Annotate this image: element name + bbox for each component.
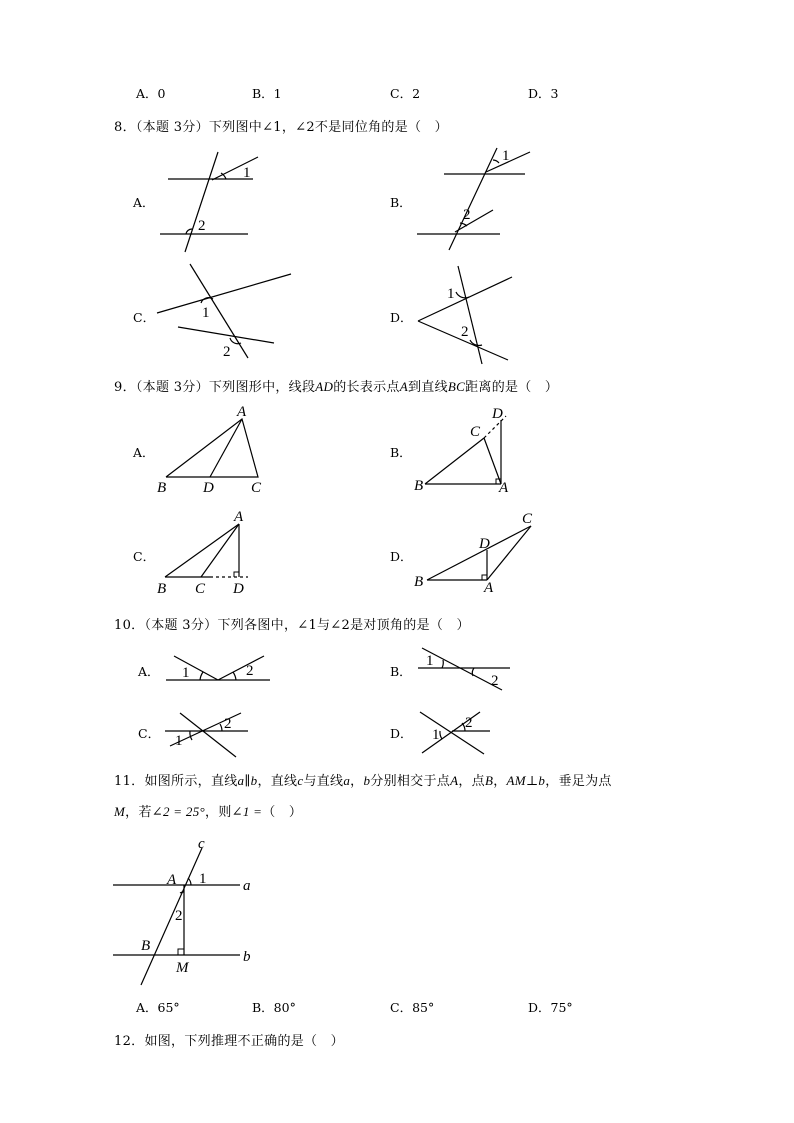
q11-text: ， <box>350 774 364 789</box>
q10-figure-d <box>420 712 490 754</box>
q7-option-d[interactable]: D．3 <box>528 86 559 101</box>
point-c: C <box>470 424 481 440</box>
q11-option-d[interactable]: D．75° <box>528 1000 573 1015</box>
line-bc <box>427 526 531 580</box>
q10-figure-b <box>418 648 510 690</box>
point-b: B <box>157 480 167 496</box>
ray <box>218 656 264 680</box>
q10-option-a-label[interactable]: A． <box>138 664 160 679</box>
q10-option-b-label[interactable]: B． <box>390 664 412 679</box>
q7-option-a[interactable]: A．0 <box>136 86 166 101</box>
label-angle-1: 1 <box>199 871 207 887</box>
angle-label-1: 1 <box>447 286 455 302</box>
line <box>157 274 291 313</box>
q8-figure-c <box>157 264 291 360</box>
line <box>212 157 258 180</box>
point-d: D <box>233 581 244 597</box>
angle-label-2: 2 <box>491 673 499 689</box>
q11-line-c: c <box>297 773 304 788</box>
q9-option-c-label[interactable]: C． <box>133 549 156 564</box>
q9-text-mid2: 到直线 <box>407 380 448 395</box>
angle-label-2: 2 <box>223 344 231 360</box>
q8-figure-a <box>160 152 258 252</box>
angle-label-1: 1 <box>202 305 210 321</box>
q8-figure-b <box>417 148 530 250</box>
point-b: B <box>414 478 424 494</box>
angle-arc <box>442 660 443 668</box>
angle-arc-1 <box>188 878 191 885</box>
line-ba <box>165 524 239 577</box>
angle-label-2: 2 <box>224 716 232 732</box>
angle-arc <box>220 724 222 731</box>
q8-option-c-label[interactable]: C． <box>133 310 156 325</box>
triangle <box>166 419 258 477</box>
q11-point-m: M <box>114 804 126 819</box>
q9-point: A <box>399 379 408 394</box>
q9-text-suffix: 距离的是（ ） <box>465 380 559 395</box>
q10-figure-c <box>165 713 248 757</box>
q7-option-c[interactable]: C．2 <box>390 86 421 101</box>
line <box>418 277 512 321</box>
point-a: A <box>234 509 244 525</box>
angle-arc <box>456 292 469 298</box>
q11-text: ，若 <box>125 805 152 820</box>
q11-answer-bracket: （ ） <box>262 805 303 820</box>
q10-figure-a <box>166 656 270 681</box>
q8-option-d-label[interactable]: D． <box>390 310 413 325</box>
line <box>178 327 274 343</box>
segment-ad <box>210 419 242 477</box>
label-point-b: B <box>141 938 151 954</box>
line-ca <box>487 526 531 580</box>
angle-label-1: 1 <box>175 733 183 749</box>
q9-option-a-label[interactable]: A． <box>133 445 155 460</box>
q11-line-b: b <box>363 773 371 788</box>
q8-option-b-label[interactable]: B． <box>390 195 412 210</box>
transversal <box>458 266 482 364</box>
transversal <box>422 648 502 690</box>
angle-label-1: 1 <box>502 148 510 164</box>
q11-figure <box>113 836 251 985</box>
point-d: D <box>203 480 214 496</box>
q11-text: ，则 <box>205 805 232 820</box>
angle-label-1: 1 <box>432 727 440 743</box>
angle-label-2: 2 <box>198 218 206 234</box>
label-line-a: a <box>243 878 251 894</box>
line-c <box>141 848 202 985</box>
q10-question-text: 10．（本题 3分）下列各图中，∠1与∠2是对顶角的是（ ） <box>114 618 470 633</box>
label-c: c <box>198 836 205 852</box>
transversal <box>449 148 497 250</box>
q11-option-a[interactable]: A．65° <box>136 1000 180 1015</box>
q11-text: 与直线 <box>303 774 344 789</box>
angle-arc <box>440 731 442 739</box>
right-angle-mark <box>234 572 239 577</box>
angle-label-2: 2 <box>463 207 471 223</box>
angle-label-2: 2 <box>246 663 254 679</box>
transversal <box>185 152 218 252</box>
right-angle-mark <box>178 949 184 955</box>
label-angle-2: 2 <box>175 908 183 924</box>
angle-label-2: 2 <box>465 715 473 731</box>
q11-text: 11．如图所示，直线 <box>114 774 238 789</box>
angle-label-1: 1 <box>182 665 190 681</box>
q9-figure-b <box>414 406 509 496</box>
q11-text: ，直线 <box>257 774 298 789</box>
q9-option-d-label[interactable]: D． <box>390 549 413 564</box>
q12-question-text: 12．如图，下列推理不正确的是（ ） <box>114 1034 344 1049</box>
q9-segment: AD <box>315 379 334 394</box>
point-a: A <box>237 404 247 420</box>
q9-text-mid1: 的长表示点 <box>333 380 400 395</box>
q9-figure-a <box>157 404 262 496</box>
q7-option-b[interactable]: B．1 <box>252 86 282 101</box>
label-point-m: M <box>176 960 189 976</box>
label-line-b: b <box>243 949 251 965</box>
point-b: B <box>414 574 424 590</box>
point-d: D <box>479 536 490 552</box>
q11-point-a: A <box>450 773 459 788</box>
label-point-a: A <box>167 872 177 888</box>
q9-text-prefix: 9．（本题 3分）下列图形中，线段 <box>114 380 316 395</box>
angle-arc <box>493 160 499 163</box>
angle-arc <box>233 672 236 680</box>
line-ca <box>484 438 501 484</box>
angle-label-1: 1 <box>243 165 251 181</box>
ray <box>174 656 218 680</box>
point-a: A <box>484 580 494 596</box>
angle-arc <box>200 672 203 680</box>
q11-text: ， <box>493 774 507 789</box>
point-c: C <box>522 511 533 527</box>
q9-line: BC <box>447 379 466 394</box>
point-a: A <box>499 480 509 496</box>
angle-label-1: 1 <box>426 653 434 669</box>
q11-given-angle: ∠2 = 25° <box>151 804 206 819</box>
line-ac <box>201 524 239 577</box>
q11-option-b[interactable]: B．80° <box>252 1000 296 1015</box>
q11-point-b: B <box>484 773 494 788</box>
q11-text: ，点 <box>458 774 485 789</box>
line <box>455 210 493 232</box>
q10-option-c-label[interactable]: C． <box>138 726 161 741</box>
point-b: B <box>157 581 167 597</box>
q9-figure-d <box>414 511 533 596</box>
q11-parallel-expr: a∥b <box>237 773 258 788</box>
point-c: C <box>251 480 262 496</box>
q11-option-c[interactable]: C．85° <box>390 1000 435 1015</box>
q10-option-d-label[interactable]: D． <box>390 726 413 741</box>
point-d: D <box>492 406 503 422</box>
point-c: C <box>195 581 206 597</box>
q9-figure-c <box>157 509 248 597</box>
q11-line-a: a <box>343 773 351 788</box>
line-bc <box>425 438 484 484</box>
q11-text: 分别相交于点 <box>370 774 451 789</box>
q11-asked-angle: ∠1 = <box>231 804 263 819</box>
q9-option-b-label[interactable]: B． <box>390 445 412 460</box>
q11-perp-expr: AM⊥b <box>506 773 546 788</box>
q8-figure-d <box>418 266 512 364</box>
angle-label-2: 2 <box>461 324 469 340</box>
q8-option-a-label[interactable]: A． <box>133 195 155 210</box>
q11-text: ，垂足为点 <box>545 774 612 789</box>
q8-question-text: 8．（本题 3分）下列图中∠1，∠2不是同位角的是（ ） <box>114 120 448 135</box>
